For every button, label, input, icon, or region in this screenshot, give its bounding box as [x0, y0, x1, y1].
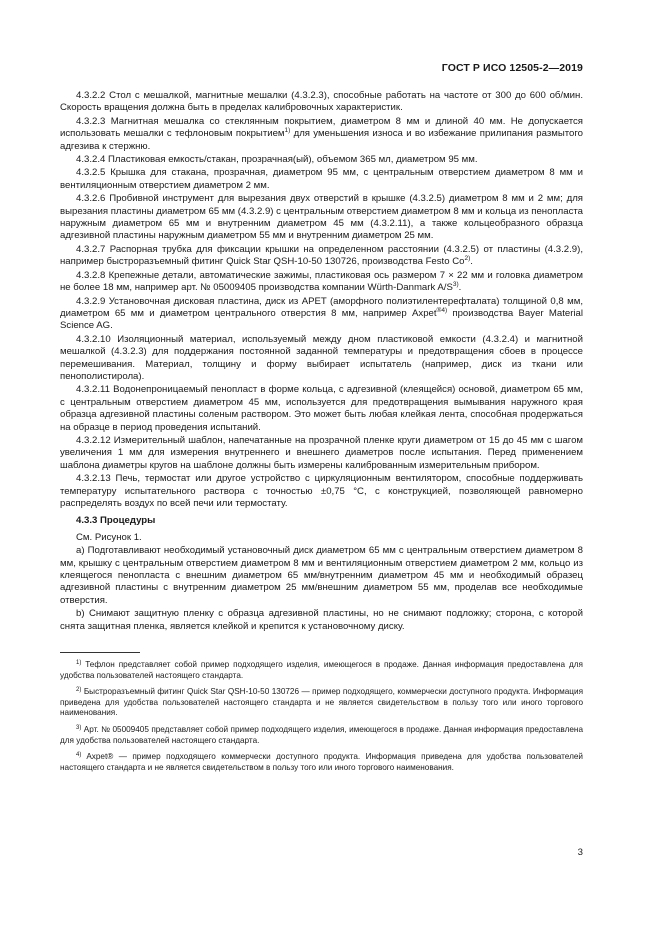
- footnotes: [60, 660, 583, 779]
- procedure-step-b: b) Снимают защитную пленку с образца адгезивной пластины, но не снимают подложку; сторона, с которой снята защитная пленка, является клейкой и крепится к установочному диску.: [60, 608, 583, 632]
- paragraph-4-3-2-3: 4.3.2.3 Магнитная мешалка со стеклянным покрытием, диаметром 8 мм и длиной 40 мм. Не допускается использовать мешалки с тефлоновым покрытием$^{1)}$ для уменьшения износа и во избежание прилипания размытого адгезива к стержню.: [60, 115, 583, 152]
- footnote-4: $^{4)}$ Axpet® — пример подходящего коммерчески доступного продукта. Информация приведена для удобства пользователей настоящего стандарта и не является свидетельством в пользу того или иного торгового наименования.: [60, 752, 583, 772]
- paragraph-4-3-2-13: 4.3.2.13 Печь, термостат или другое устройство с циркуляционным вентилятором, способные поддерживать температуру испытательного раствора с точностью ±0,75 °С, с конструкцией, позволяющей равномерно распределять воздух по всей печи или термостату.: [60, 473, 584, 509]
- procedure-step-a: а) Подготавливают необходимый установочный диск диаметром 65 мм с центральным отверстием диаметром 8 мм, крышку с центральным отверстием диаметром 8 мм и вентиляционным отверстием диаметром 2 мм, кольцо из клеящегося пенопласта с внешним диаметром 65 мм/внутренним диаметром 45 мм и необходимый образец адгезивной пластины с внутренним диаметром 25 мм/внешним диаметром 55 мм, проделав все необходимые отверстия.: [60, 545, 583, 606]
- paragraph-4-3-2-11: 4.3.2.11 Водонепроницаемый пенопласт в форме кольца, с адгезивной (клеящейся) основой, диаметром 65 мм, с центральным отверстием диаметром 45 мм, используется для предотвращения вымывания наружного края образца адгезивной пластины соленым раствором. Это может быть любая клейкая лента, способная продержаться на образце в период проведения испытаний.: [60, 384, 583, 433]
- section-heading-4-3-3: 4.3.3 Процедуры: [76, 515, 156, 527]
- footnote-2: $^{2)}$ Быстроразъемный фитинг Quick Star QSH-10-50 130726 — пример подходящего, коммерчески доступного продукта. Информация приведена для удобства пользователей настоящего стандарта и не является свидетельством в пользу того или иного торгового наименования.: [60, 687, 583, 718]
- footnote-1: $^{1)}$ Тефлон представляет собой пример подходящего изделия, имеющегося в продаже. Данная информация предоставлена для удобства пользователей настоящего стандарта.: [60, 660, 583, 680]
- footnote-ref-4[interactable]: ®4): [436, 306, 448, 314]
- page-number: 3: [577, 847, 583, 858]
- footnote-separator: [60, 652, 140, 653]
- footnote-3: $^{3)}$ Арт. № 05009405 представляет собой пример подходящего изделия, имеющегося в продаже. Данная информация предоставлена для удобства пользователей настоящего стандарта.: [60, 724, 583, 745]
- page-body: [60, 90, 583, 634]
- paragraph-4-3-2-7: 4.3.2.7 Распорная трубка для фиксации крышки на определенном расстоянии (4.3.2.5) от пластины (4.3.2.9), например быстроразъемный фитинг Quick Star QSH-10-50 130726, производства Festo Co$^{2)}$.: [60, 243, 584, 268]
- paragraph-4-3-2-12: 4.3.2.12 Измерительный шаблон, напечатанные на прозрачной пленке круги диаметром от 15 до 45 мм с шагом увеличения 1 мм для измерения внутреннего и внешнего диаметров после испытания. Перед применением шаблона диаметры кругов на шаблоне должны быть измерены калиброванным измерительным прибором.: [60, 434, 584, 471]
- footnote-ref-1[interactable]: 1): [284, 127, 291, 135]
- procedure-see-figure: См. Рисунок 1.: [76, 531, 142, 543]
- page-header-title: ГОСТ Р ИСО 12505-2—2019: [441, 62, 583, 74]
- paragraph-4-3-2-9: 4.3.2.9 Установочная дисковая пластина, диск из APET (аморфного полиэтилентерефталата) толщиной 0,8 мм, диаметром 65 мм и диаметром центрального отверстия 8 мм, например Axpet$^{®4)}$ производства Bayer Material Science AG.: [60, 295, 584, 332]
- paragraph-4-3-2-6: 4.3.2.6 Пробивной инструмент для вырезания двух отверстий в крышке (4.3.2.5) диаметром 8 мм и 2 мм; для вырезания пластины диаметром 65 мм (4.3.2.9) с центральным отверстием диаметром 8 мм и кольца из пенопласта наружным диаметром 65 мм и внутренним диаметром 45 мм (4.3.2.11), а также кольцеобразного образца адгезивной пластины наружным диаметром 55 мм и внутренним диаметром 25 мм.: [60, 193, 583, 242]
- paragraph-4-3-2-8: 4.3.2.8 Крепежные детали, автоматические зажимы, пластиковая ось размером 7 × 22 мм и головка диаметром не более 18 мм, например арт. № 05009405 производства компании Würth-Danmark $A/S^{3)}$.: [60, 269, 583, 294]
- paragraph-4-3-2-2: 4.3.2.2 Стол с мешалкой, магнитные мешалки (4.3.2.3), способные работать на частоте от 300 до 600 об/мин. Скорость вращения должна быть в пределах калибровочных характеристик.: [60, 90, 583, 114]
- paragraph-4-3-2-4: 4.3.2.4 Пластиковая емкость/стакан, прозрачная(ый), объемом 365 мл, диаметром 95 мм.: [76, 154, 478, 166]
- footnote-ref-3[interactable]: 3): [452, 281, 459, 289]
- paragraph-4-3-2-10: 4.3.2.10 Изоляционный материал, используемый между дном пластиковой емкости (4.3.2.4) и магнитной мешалкой (4.3.2.3) для поддержания постоянной заданной температуры и предотвращения сбоев в процессе перемешивания. Материал, толщину и форму выбирает испытатель (например, диск из ткани или пенополистирола).: [60, 333, 583, 382]
- footnote-ref-2[interactable]: 2): [464, 255, 471, 263]
- paragraph-4-3-2-5: 4.3.2.5 Крышка для стакана, прозрачная, диаметром 95 мм, с центральным отверстием диаметром 8 мм и вентиляционным отверстием диаметром 2 мм.: [60, 167, 583, 191]
